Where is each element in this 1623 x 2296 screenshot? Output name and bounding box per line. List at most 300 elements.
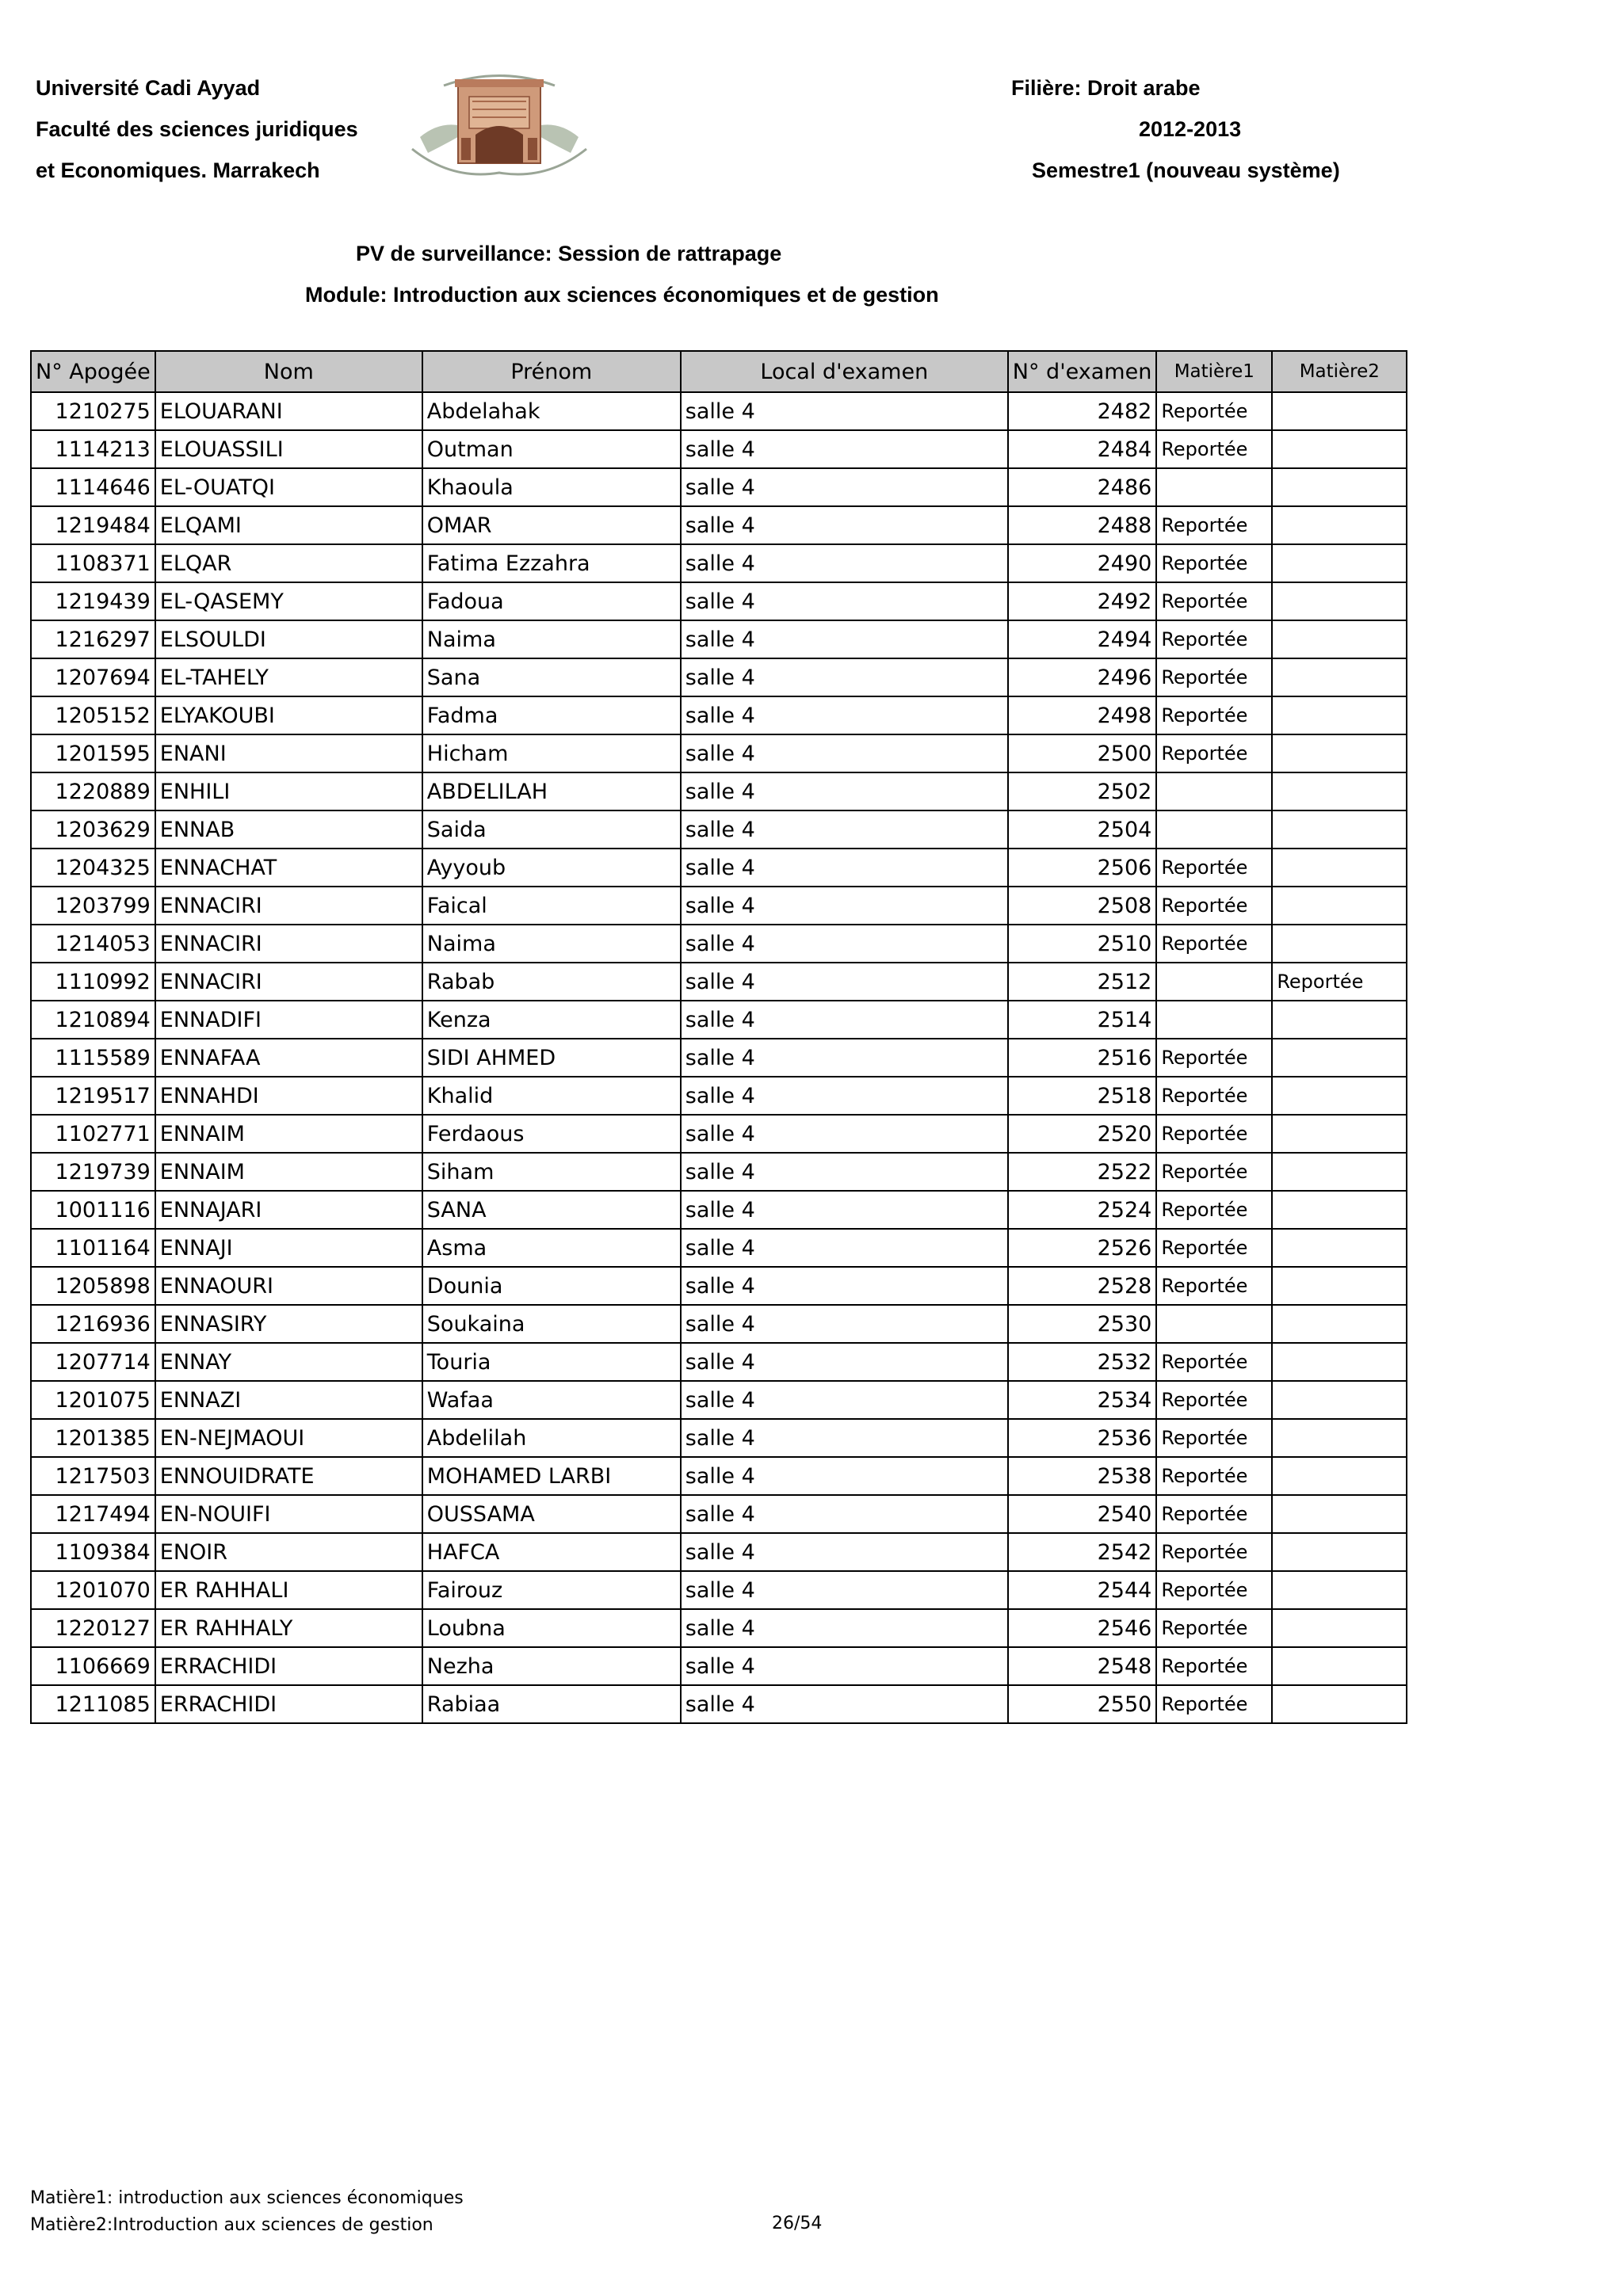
cell-prenom: Fadoua bbox=[422, 582, 681, 620]
table-row bbox=[31, 1495, 1407, 1533]
cell-apogee: 1001116 bbox=[31, 1191, 155, 1229]
cell-nom: EL-TAHELY bbox=[155, 658, 422, 696]
cell-matiere2 bbox=[1272, 582, 1407, 620]
cell-local: salle 4 bbox=[681, 468, 1008, 506]
cell-prenom: Naima bbox=[422, 620, 681, 658]
cell-apogee: 1201075 bbox=[31, 1381, 155, 1419]
cell-num-examen: 2484 bbox=[1008, 430, 1157, 468]
cell-prenom: OMAR bbox=[422, 506, 681, 544]
cell-local: salle 4 bbox=[681, 1077, 1008, 1115]
cell-matiere1 bbox=[1156, 1001, 1272, 1039]
cell-matiere2 bbox=[1272, 696, 1407, 734]
cell-prenom: Naima bbox=[422, 925, 681, 963]
surveillance-table bbox=[30, 350, 1407, 1724]
cell-matiere1: Reportée bbox=[1156, 1115, 1272, 1153]
col-header-nom: Nom bbox=[155, 351, 422, 392]
cell-local: salle 4 bbox=[681, 1457, 1008, 1495]
cell-local: salle 4 bbox=[681, 1609, 1008, 1647]
cell-num-examen: 2482 bbox=[1008, 392, 1157, 430]
cell-apogee: 1217494 bbox=[31, 1495, 155, 1533]
table-row bbox=[31, 1381, 1407, 1419]
cell-local: salle 4 bbox=[681, 620, 1008, 658]
cell-prenom: Rabiaa bbox=[422, 1685, 681, 1723]
cell-prenom: Fatima Ezzahra bbox=[422, 544, 681, 582]
faculty-name: Faculté des sciences juridiques bbox=[36, 117, 358, 141]
cell-apogee: 1219517 bbox=[31, 1077, 155, 1115]
table-row bbox=[31, 1533, 1407, 1571]
table-row bbox=[31, 1153, 1407, 1191]
cell-matiere1 bbox=[1156, 1305, 1272, 1343]
cell-apogee: 1108371 bbox=[31, 544, 155, 582]
cell-apogee: 1207694 bbox=[31, 658, 155, 696]
cell-matiere1 bbox=[1156, 772, 1272, 810]
cell-nom: ENNACIRI bbox=[155, 963, 422, 1001]
cell-num-examen: 2530 bbox=[1008, 1305, 1157, 1343]
cell-prenom: Fairouz bbox=[422, 1571, 681, 1609]
university-logo bbox=[396, 62, 602, 189]
cell-apogee: 1219739 bbox=[31, 1153, 155, 1191]
cell-apogee: 1110992 bbox=[31, 963, 155, 1001]
cell-matiere2 bbox=[1272, 734, 1407, 772]
cell-nom: ENNOUIDRATE bbox=[155, 1457, 422, 1495]
table-row bbox=[31, 506, 1407, 544]
cell-num-examen: 2498 bbox=[1008, 696, 1157, 734]
cell-nom: ELYAKOUBI bbox=[155, 696, 422, 734]
cell-local: salle 4 bbox=[681, 1343, 1008, 1381]
cell-local: salle 4 bbox=[681, 696, 1008, 734]
table-row bbox=[31, 1191, 1407, 1229]
cell-prenom: Asma bbox=[422, 1229, 681, 1267]
cell-num-examen: 2534 bbox=[1008, 1381, 1157, 1419]
table-row bbox=[31, 810, 1407, 849]
cell-num-examen: 2496 bbox=[1008, 658, 1157, 696]
cell-matiere1: Reportée bbox=[1156, 1609, 1272, 1647]
cell-prenom: Touria bbox=[422, 1343, 681, 1381]
cell-matiere2 bbox=[1272, 1191, 1407, 1229]
cell-nom: ENNAOURI bbox=[155, 1267, 422, 1305]
cell-num-examen: 2504 bbox=[1008, 810, 1157, 849]
cell-nom: ENNAZI bbox=[155, 1381, 422, 1419]
col-header-apogee: N° Apogée bbox=[31, 351, 155, 392]
cell-matiere1: Reportée bbox=[1156, 1153, 1272, 1191]
cell-prenom: OUSSAMA bbox=[422, 1495, 681, 1533]
cell-matiere2 bbox=[1272, 1001, 1407, 1039]
table-row bbox=[31, 963, 1407, 1001]
semester: Semestre1 (nouveau système) bbox=[1032, 158, 1340, 182]
cell-local: salle 4 bbox=[681, 810, 1008, 849]
cell-prenom: Khalid bbox=[422, 1077, 681, 1115]
cell-prenom: SIDI AHMED bbox=[422, 1039, 681, 1077]
cell-local: salle 4 bbox=[681, 1153, 1008, 1191]
cell-local: salle 4 bbox=[681, 772, 1008, 810]
table-row bbox=[31, 430, 1407, 468]
cell-num-examen: 2500 bbox=[1008, 734, 1157, 772]
faculty-name-cont: et Economiques. Marrakech bbox=[36, 158, 320, 182]
table-row bbox=[31, 734, 1407, 772]
cell-local: salle 4 bbox=[681, 1039, 1008, 1077]
cell-apogee: 1115589 bbox=[31, 1039, 155, 1077]
cell-local: salle 4 bbox=[681, 1685, 1008, 1723]
cell-nom: ELOUASSILI bbox=[155, 430, 422, 468]
cell-matiere2 bbox=[1272, 1153, 1407, 1191]
col-header-local: Local d'examen bbox=[681, 351, 1008, 392]
cell-num-examen: 2542 bbox=[1008, 1533, 1157, 1571]
cell-nom: EN-NOUIFI bbox=[155, 1495, 422, 1533]
cell-matiere2 bbox=[1272, 658, 1407, 696]
cell-local: salle 4 bbox=[681, 1191, 1008, 1229]
cell-matiere2 bbox=[1272, 1039, 1407, 1077]
cell-apogee: 1114213 bbox=[31, 430, 155, 468]
cell-num-examen: 2546 bbox=[1008, 1609, 1157, 1647]
table-row bbox=[31, 887, 1407, 925]
cell-num-examen: 2492 bbox=[1008, 582, 1157, 620]
cell-nom: EN-NEJMAOUI bbox=[155, 1419, 422, 1457]
cell-nom: ENNACHAT bbox=[155, 849, 422, 887]
cell-prenom: Siham bbox=[422, 1153, 681, 1191]
cell-matiere2 bbox=[1272, 849, 1407, 887]
cell-matiere1: Reportée bbox=[1156, 849, 1272, 887]
table-row bbox=[31, 658, 1407, 696]
cell-nom: EL-OUATQI bbox=[155, 468, 422, 506]
cell-apogee: 1114646 bbox=[31, 468, 155, 506]
cell-apogee: 1207714 bbox=[31, 1343, 155, 1381]
cell-matiere1: Reportée bbox=[1156, 1191, 1272, 1229]
cell-apogee: 1211085 bbox=[31, 1685, 155, 1723]
university-name: Université Cadi Ayyad bbox=[36, 76, 261, 100]
cell-num-examen: 2512 bbox=[1008, 963, 1157, 1001]
cell-prenom: Abdelilah bbox=[422, 1419, 681, 1457]
cell-nom: ER RAHHALI bbox=[155, 1571, 422, 1609]
cell-nom: ERRACHIDI bbox=[155, 1685, 422, 1723]
cell-apogee: 1106669 bbox=[31, 1647, 155, 1685]
cell-local: salle 4 bbox=[681, 1571, 1008, 1609]
cell-apogee: 1201595 bbox=[31, 734, 155, 772]
cell-num-examen: 2526 bbox=[1008, 1229, 1157, 1267]
page-number: 26/54 bbox=[772, 2214, 823, 2233]
cell-nom: ELQAMI bbox=[155, 506, 422, 544]
table-row bbox=[31, 696, 1407, 734]
cell-apogee: 1210275 bbox=[31, 392, 155, 430]
col-header-matiere2: Matière2 bbox=[1272, 351, 1407, 392]
table-row bbox=[31, 1305, 1407, 1343]
cell-prenom: Khaoula bbox=[422, 468, 681, 506]
cell-matiere1: Reportée bbox=[1156, 696, 1272, 734]
table-row bbox=[31, 1229, 1407, 1267]
cell-prenom: Soukaina bbox=[422, 1305, 681, 1343]
cell-apogee: 1102771 bbox=[31, 1115, 155, 1153]
cell-matiere1: Reportée bbox=[1156, 1381, 1272, 1419]
cell-apogee: 1204325 bbox=[31, 849, 155, 887]
cell-num-examen: 2502 bbox=[1008, 772, 1157, 810]
cell-nom: ERRACHIDI bbox=[155, 1647, 422, 1685]
cell-prenom: Sana bbox=[422, 658, 681, 696]
cell-matiere2 bbox=[1272, 925, 1407, 963]
table-row bbox=[31, 1115, 1407, 1153]
cell-matiere1 bbox=[1156, 810, 1272, 849]
cell-local: salle 4 bbox=[681, 1267, 1008, 1305]
cell-matiere2: Reportée bbox=[1272, 963, 1407, 1001]
cell-matiere2 bbox=[1272, 620, 1407, 658]
cell-prenom: Loubna bbox=[422, 1609, 681, 1647]
cell-matiere1: Reportée bbox=[1156, 544, 1272, 582]
cell-local: salle 4 bbox=[681, 1381, 1008, 1419]
cell-matiere1: Reportée bbox=[1156, 1343, 1272, 1381]
cell-num-examen: 2488 bbox=[1008, 506, 1157, 544]
cell-matiere2 bbox=[1272, 1229, 1407, 1267]
cell-num-examen: 2490 bbox=[1008, 544, 1157, 582]
cell-matiere1: Reportée bbox=[1156, 887, 1272, 925]
cell-nom: ENNACIRI bbox=[155, 887, 422, 925]
cell-local: salle 4 bbox=[681, 582, 1008, 620]
cell-matiere2 bbox=[1272, 544, 1407, 582]
cell-prenom: Wafaa bbox=[422, 1381, 681, 1419]
cell-num-examen: 2550 bbox=[1008, 1685, 1157, 1723]
table-row bbox=[31, 582, 1407, 620]
cell-apogee: 1216297 bbox=[31, 620, 155, 658]
table-row bbox=[31, 1077, 1407, 1115]
col-header-matiere1: Matière1 bbox=[1156, 351, 1272, 392]
cell-nom: ELSOULDI bbox=[155, 620, 422, 658]
cell-matiere1: Reportée bbox=[1156, 1647, 1272, 1685]
table-row bbox=[31, 1609, 1407, 1647]
academic-year: 2012-2013 bbox=[1139, 117, 1242, 141]
cell-nom: ENANI bbox=[155, 734, 422, 772]
cell-num-examen: 2520 bbox=[1008, 1115, 1157, 1153]
cell-matiere1: Reportée bbox=[1156, 734, 1272, 772]
table-row bbox=[31, 620, 1407, 658]
cell-num-examen: 2524 bbox=[1008, 1191, 1157, 1229]
cell-local: salle 4 bbox=[681, 430, 1008, 468]
cell-apogee: 1217503 bbox=[31, 1457, 155, 1495]
cell-prenom: Saida bbox=[422, 810, 681, 849]
cell-local: salle 4 bbox=[681, 1495, 1008, 1533]
cell-apogee: 1210894 bbox=[31, 1001, 155, 1039]
cell-nom: ENNAFAA bbox=[155, 1039, 422, 1077]
cell-matiere2 bbox=[1272, 1495, 1407, 1533]
cell-prenom: Rabab bbox=[422, 963, 681, 1001]
table-row bbox=[31, 925, 1407, 963]
cell-matiere2 bbox=[1272, 1685, 1407, 1723]
cell-apogee: 1220889 bbox=[31, 772, 155, 810]
table-row bbox=[31, 1685, 1407, 1723]
cell-num-examen: 2538 bbox=[1008, 1457, 1157, 1495]
cell-matiere2 bbox=[1272, 1077, 1407, 1115]
cell-matiere2 bbox=[1272, 506, 1407, 544]
cell-local: salle 4 bbox=[681, 1647, 1008, 1685]
cell-nom: ENNAY bbox=[155, 1343, 422, 1381]
cell-num-examen: 2548 bbox=[1008, 1647, 1157, 1685]
cell-prenom: Hicham bbox=[422, 734, 681, 772]
cell-apogee: 1205898 bbox=[31, 1267, 155, 1305]
cell-nom: ENNASIRY bbox=[155, 1305, 422, 1343]
cell-local: salle 4 bbox=[681, 544, 1008, 582]
cell-local: salle 4 bbox=[681, 1419, 1008, 1457]
cell-nom: ELOUARANI bbox=[155, 392, 422, 430]
cell-apogee: 1220127 bbox=[31, 1609, 155, 1647]
cell-num-examen: 2506 bbox=[1008, 849, 1157, 887]
cell-matiere1: Reportée bbox=[1156, 582, 1272, 620]
table-row bbox=[31, 772, 1407, 810]
cell-num-examen: 2508 bbox=[1008, 887, 1157, 925]
cell-matiere2 bbox=[1272, 1267, 1407, 1305]
cell-matiere1: Reportée bbox=[1156, 392, 1272, 430]
cell-num-examen: 2510 bbox=[1008, 925, 1157, 963]
cell-apogee: 1216936 bbox=[31, 1305, 155, 1343]
cell-nom: ENNAHDI bbox=[155, 1077, 422, 1115]
cell-matiere2 bbox=[1272, 1115, 1407, 1153]
cell-matiere1: Reportée bbox=[1156, 1571, 1272, 1609]
cell-matiere1: Reportée bbox=[1156, 620, 1272, 658]
cell-prenom: Ayyoub bbox=[422, 849, 681, 887]
cell-apogee: 1219439 bbox=[31, 582, 155, 620]
table-row bbox=[31, 1419, 1407, 1457]
cell-nom: ER RAHHALY bbox=[155, 1609, 422, 1647]
cell-nom: ENNAB bbox=[155, 810, 422, 849]
cell-matiere2 bbox=[1272, 392, 1407, 430]
cell-prenom: HAFCA bbox=[422, 1533, 681, 1571]
table-row bbox=[31, 1343, 1407, 1381]
cell-matiere2 bbox=[1272, 887, 1407, 925]
cell-apogee: 1203629 bbox=[31, 810, 155, 849]
footer-note-matiere2: Matière2:Introduction aux sciences de gestion bbox=[30, 2215, 433, 2235]
cell-local: salle 4 bbox=[681, 734, 1008, 772]
cell-matiere1: Reportée bbox=[1156, 658, 1272, 696]
cell-matiere1: Reportée bbox=[1156, 1077, 1272, 1115]
cell-local: salle 4 bbox=[681, 1229, 1008, 1267]
cell-matiere1: Reportée bbox=[1156, 1495, 1272, 1533]
cell-matiere1: Reportée bbox=[1156, 925, 1272, 963]
cell-prenom: ABDELILAH bbox=[422, 772, 681, 810]
cell-matiere2 bbox=[1272, 1533, 1407, 1571]
cell-num-examen: 2532 bbox=[1008, 1343, 1157, 1381]
cell-local: salle 4 bbox=[681, 1533, 1008, 1571]
cell-prenom: Abdelahak bbox=[422, 392, 681, 430]
cell-matiere2 bbox=[1272, 468, 1407, 506]
cell-num-examen: 2486 bbox=[1008, 468, 1157, 506]
cell-num-examen: 2540 bbox=[1008, 1495, 1157, 1533]
cell-matiere2 bbox=[1272, 1571, 1407, 1609]
cell-num-examen: 2522 bbox=[1008, 1153, 1157, 1191]
cell-apogee: 1101164 bbox=[31, 1229, 155, 1267]
module-title: Module: Introduction aux sciences économiques et de gestion bbox=[305, 283, 939, 307]
table-row bbox=[31, 544, 1407, 582]
cell-num-examen: 2528 bbox=[1008, 1267, 1157, 1305]
cell-apogee: 1205152 bbox=[31, 696, 155, 734]
cell-num-examen: 2516 bbox=[1008, 1039, 1157, 1077]
table-row bbox=[31, 1039, 1407, 1077]
cell-matiere1: Reportée bbox=[1156, 506, 1272, 544]
cell-matiere1: Reportée bbox=[1156, 430, 1272, 468]
cell-matiere2 bbox=[1272, 1609, 1407, 1647]
cell-local: salle 4 bbox=[681, 1115, 1008, 1153]
cell-nom: ENNAIM bbox=[155, 1115, 422, 1153]
cell-prenom: Fadma bbox=[422, 696, 681, 734]
cell-matiere2 bbox=[1272, 1457, 1407, 1495]
cell-matiere1: Reportée bbox=[1156, 1457, 1272, 1495]
cell-nom: ENNADIFI bbox=[155, 1001, 422, 1039]
cell-nom: ELQAR bbox=[155, 544, 422, 582]
cell-apogee: 1201385 bbox=[31, 1419, 155, 1457]
cell-apogee: 1109384 bbox=[31, 1533, 155, 1571]
table-row bbox=[31, 468, 1407, 506]
table-row bbox=[31, 849, 1407, 887]
cell-prenom: Outman bbox=[422, 430, 681, 468]
cell-matiere1: Reportée bbox=[1156, 1267, 1272, 1305]
cell-apogee: 1201070 bbox=[31, 1571, 155, 1609]
cell-matiere2 bbox=[1272, 772, 1407, 810]
col-header-prenom: Prénom bbox=[422, 351, 681, 392]
cell-matiere2 bbox=[1272, 1343, 1407, 1381]
table-row bbox=[31, 1267, 1407, 1305]
cell-local: salle 4 bbox=[681, 925, 1008, 963]
cell-local: salle 4 bbox=[681, 1001, 1008, 1039]
cell-num-examen: 2518 bbox=[1008, 1077, 1157, 1115]
cell-nom: ENNACIRI bbox=[155, 925, 422, 963]
cell-nom: ENOIR bbox=[155, 1533, 422, 1571]
cell-apogee: 1219484 bbox=[31, 506, 155, 544]
cell-matiere2 bbox=[1272, 1305, 1407, 1343]
cell-matiere1 bbox=[1156, 468, 1272, 506]
cell-nom: ENHILI bbox=[155, 772, 422, 810]
cell-prenom: MOHAMED LARBI bbox=[422, 1457, 681, 1495]
cell-matiere1: Reportée bbox=[1156, 1685, 1272, 1723]
cell-num-examen: 2494 bbox=[1008, 620, 1157, 658]
cell-apogee: 1214053 bbox=[31, 925, 155, 963]
footer-note-matiere1: Matière1: introduction aux sciences économiques bbox=[30, 2188, 464, 2208]
cell-local: salle 4 bbox=[681, 963, 1008, 1001]
cell-prenom: Nezha bbox=[422, 1647, 681, 1685]
cell-nom: ENNAIM bbox=[155, 1153, 422, 1191]
cell-local: salle 4 bbox=[681, 1305, 1008, 1343]
cell-nom: ENNAJI bbox=[155, 1229, 422, 1267]
cell-local: salle 4 bbox=[681, 849, 1008, 887]
cell-nom: ENNAJARI bbox=[155, 1191, 422, 1229]
table-row bbox=[31, 1001, 1407, 1039]
cell-matiere2 bbox=[1272, 810, 1407, 849]
cell-matiere2 bbox=[1272, 1419, 1407, 1457]
cell-matiere2 bbox=[1272, 1647, 1407, 1685]
col-header-num-examen: N° d'examen bbox=[1008, 351, 1157, 392]
cell-local: salle 4 bbox=[681, 506, 1008, 544]
cell-num-examen: 2536 bbox=[1008, 1419, 1157, 1457]
cell-local: salle 4 bbox=[681, 658, 1008, 696]
cell-prenom: Kenza bbox=[422, 1001, 681, 1039]
pv-title: PV de surveillance: Session de rattrapage bbox=[356, 242, 782, 265]
cell-num-examen: 2544 bbox=[1008, 1571, 1157, 1609]
cell-prenom: SANA bbox=[422, 1191, 681, 1229]
cell-prenom: Ferdaous bbox=[422, 1115, 681, 1153]
table-row bbox=[31, 392, 1407, 430]
cell-matiere1: Reportée bbox=[1156, 1533, 1272, 1571]
table-row bbox=[31, 1647, 1407, 1685]
table-row bbox=[31, 1457, 1407, 1495]
cell-local: salle 4 bbox=[681, 887, 1008, 925]
filiere: Filière: Droit arabe bbox=[1011, 76, 1201, 100]
table-body bbox=[31, 392, 1407, 1723]
cell-prenom: Faical bbox=[422, 887, 681, 925]
cell-local: salle 4 bbox=[681, 392, 1008, 430]
cell-apogee: 1203799 bbox=[31, 887, 155, 925]
cell-matiere1: Reportée bbox=[1156, 1039, 1272, 1077]
table-row bbox=[31, 1571, 1407, 1609]
cell-nom: EL-QASEMY bbox=[155, 582, 422, 620]
cell-prenom: Dounia bbox=[422, 1267, 681, 1305]
table-header-row bbox=[31, 351, 1407, 392]
cell-matiere1: Reportée bbox=[1156, 1419, 1272, 1457]
cell-num-examen: 2514 bbox=[1008, 1001, 1157, 1039]
cell-matiere1 bbox=[1156, 963, 1272, 1001]
cell-matiere1: Reportée bbox=[1156, 1229, 1272, 1267]
